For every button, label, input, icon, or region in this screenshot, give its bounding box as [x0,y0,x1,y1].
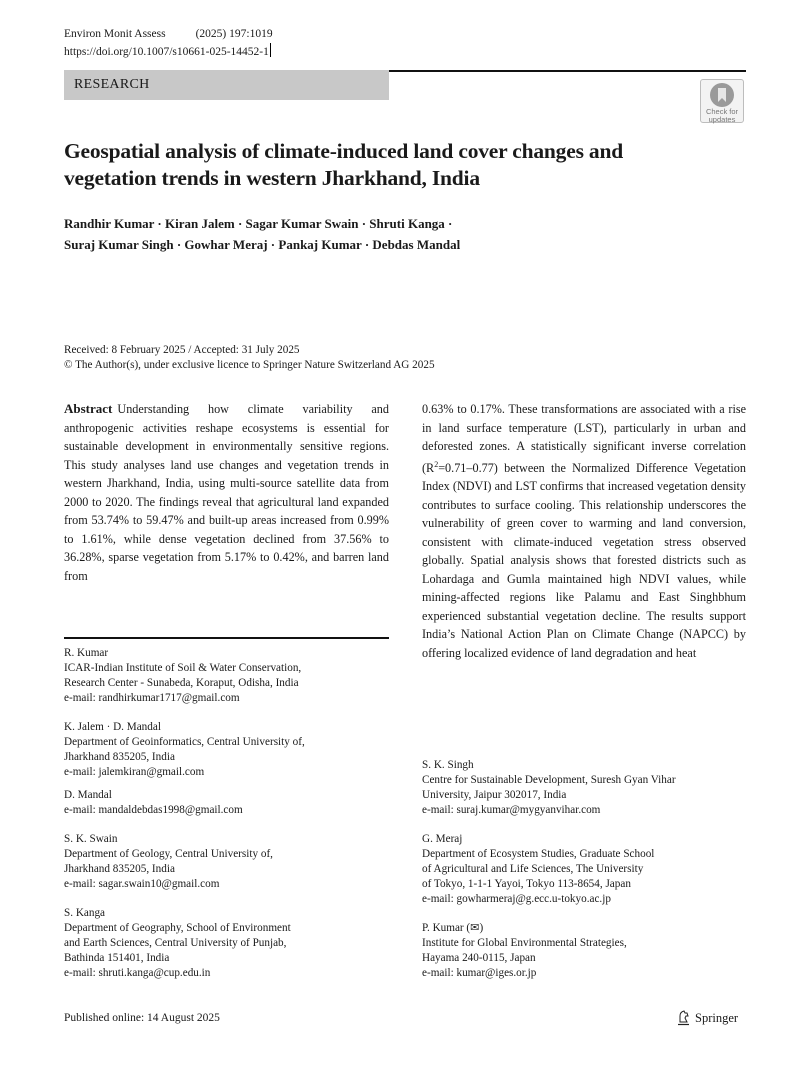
affiliation-email[interactable]: e-mail: jalemkiran@gmail.com [64,766,205,778]
affiliation-email[interactable]: e-mail: mandaldebdas1998@gmail.com [64,804,243,816]
affiliation-line: Research Center - Sunabeda, Koraput, Odisha, India [64,677,299,689]
affiliation-block [422,921,752,981]
header-rule [389,70,746,72]
affiliation-block [64,832,394,892]
affiliation-author: R. Kumar [64,647,109,659]
affiliation-author: D. Mandal [64,789,112,801]
affiliation-line: University, Jaipur 302017, India [422,789,567,801]
affiliation-author: P. Kumar (✉) [422,922,484,934]
affiliation-email[interactable]: e-mail: gowharmeraj@g.ecc.u-tokyo.ac.jp [422,893,611,905]
affiliation-author: S. K. Swain [64,833,118,845]
abstract-column-right [422,400,746,662]
footnote-rule [64,637,389,639]
check-for-updates-label: Check for updates [705,107,739,124]
r-squared-sup: 2 [434,459,439,469]
affiliation-line: Department of Geology, Central University of, [64,848,273,860]
springer-horse-icon [677,1010,691,1026]
article-title: Geospatial analysis of climate-induced land cover changes and vegetation trends in western Jharkhand, India [64,139,623,190]
affiliation-block [64,906,394,981]
affiliation-block [64,646,394,706]
affiliation-line: Institute for Global Environmental Strategies, [422,937,627,949]
affiliation-email[interactable]: e-mail: sagar.swain10@gmail.com [64,878,220,890]
affiliation-line: and Earth Sciences, Central University of Punjab, [64,937,287,949]
citation: (2025) 197:1019 [195,28,273,40]
affiliation-email[interactable]: e-mail: shruti.kanga@cup.edu.in [64,967,211,979]
authors-line-1: Randhir Kumar · Kiran Jalem · Sagar Kumar Swain · Shruti Kanga · [64,216,453,231]
abstract-column-left [64,400,389,585]
abstract-text-left: Understanding how climate variability and anthropogenic activities reshape ecosystems is essential for sustainable development in environmentally sensitive regions. This study analyses land use changes and vegetation trends in western Jharkhand, India, using multi-source satellite data from 2000 to 2020. The findings reveal that agricultural land expanded from 53.74% to 59.47% and built-up areas increased from 0.99% to 1.61%, while dense vegetation declined from 37.56% to 36.28%, sparse vegetation from 5.17% to 0.42%, and barren land from [64,402,389,583]
affiliation-block [422,758,752,818]
affiliation-author: S. K. Singh [422,759,474,771]
affiliation-line: Hayama 240-0115, Japan [422,952,536,964]
section-label: RESEARCH [64,70,389,100]
affiliation-line: of Tokyo, 1-1-1 Yayoi, Tokyo 113-8654, Japan [422,878,631,890]
journal-meta [64,26,273,61]
affiliation-line: Department of Geography, School of Environment [64,922,291,934]
abstract-text-right-b: =0.71–0.77) between the Normalized Difference Vegetation Index (NDVI) and LST confirms that increased vegetation density contributes to surface cooling. This relationship underscores the vulnerability of green cover to warming and land conversion, consistent with climate-induced vegetation stress observed globally. Spatial analysis shows that forested districts such as Lohardaga and Gumla maintained high NDVI values, while mining-affected regions like Palamu and East Singhbhum experienced substantial vegetation decline. The results support India’s National Action Plan on Climate Change (NAPCC) by offering localized evidence of land degradation and heat [422,460,746,660]
check-for-updates-button[interactable] [700,79,744,123]
published-online: Published online: 14 August 2025 [64,1012,220,1024]
text-cursor [270,43,271,57]
bookmark-icon [710,83,734,107]
article-dates [64,343,435,373]
received-accepted: Received: 8 February 2025 / Accepted: 31 July 2025 [64,344,300,356]
affiliation-line: Department of Geoinformatics, Central University of, [64,736,305,748]
affiliations-right [422,758,752,995]
affiliation-author: G. Meraj [422,833,463,845]
affiliation-line: Centre for Sustainable Development, Suresh Gyan Vihar [422,774,676,786]
affiliation-email[interactable]: e-mail: randhirkumar1717@gmail.com [64,692,240,704]
affiliation-line: Department of Ecosystem Studies, Graduate School [422,848,655,860]
publisher-name: Springer [695,1010,739,1025]
affiliation-line: Bathinda 151401, India [64,952,170,964]
affiliation-author: S. Kanga [64,907,106,919]
affiliation-line: Jharkhand 835205, India [64,751,175,763]
authors-line-2: Suraj Kumar Singh · Gowhar Meraj · Pankaj Kumar · Debdas Mandal [64,237,461,252]
affiliation-line: Jharkhand 835205, India [64,863,175,875]
affiliations-left [64,646,394,995]
affiliation-email[interactable]: e-mail: kumar@iges.or.jp [422,967,537,979]
affiliation-line: ICAR-Indian Institute of Soil & Water Conservation, [64,662,302,674]
affiliation-block [64,720,394,780]
affiliation-block [64,788,394,818]
affiliation-email[interactable]: e-mail: suraj.kumar@mygyanvihar.com [422,804,601,816]
abstract-heading: Abstract [64,401,113,416]
journal-name: Environ Monit Assess [64,28,166,40]
affiliation-line: of Agricultural and Life Sciences, The University [422,863,644,875]
affiliation-block [422,832,752,907]
copyright-notice: © The Author(s), under exclusive licence to Springer Nature Switzerland AG 2025 [64,359,435,371]
author-list [64,213,624,255]
affiliation-author: K. Jalem · D. Mandal [64,721,161,733]
doi-link[interactable]: https://doi.org/10.1007/s10661-025-14452-1 [64,46,269,58]
publisher-logo[interactable] [677,1010,738,1026]
abstract-text-right-a: 0.63% to 0.17%. These transformations are associated with a rise in land surface temperature (LST), particularly in urban and deforested zones. A statistically significant inverse correlation (R [422,402,746,475]
